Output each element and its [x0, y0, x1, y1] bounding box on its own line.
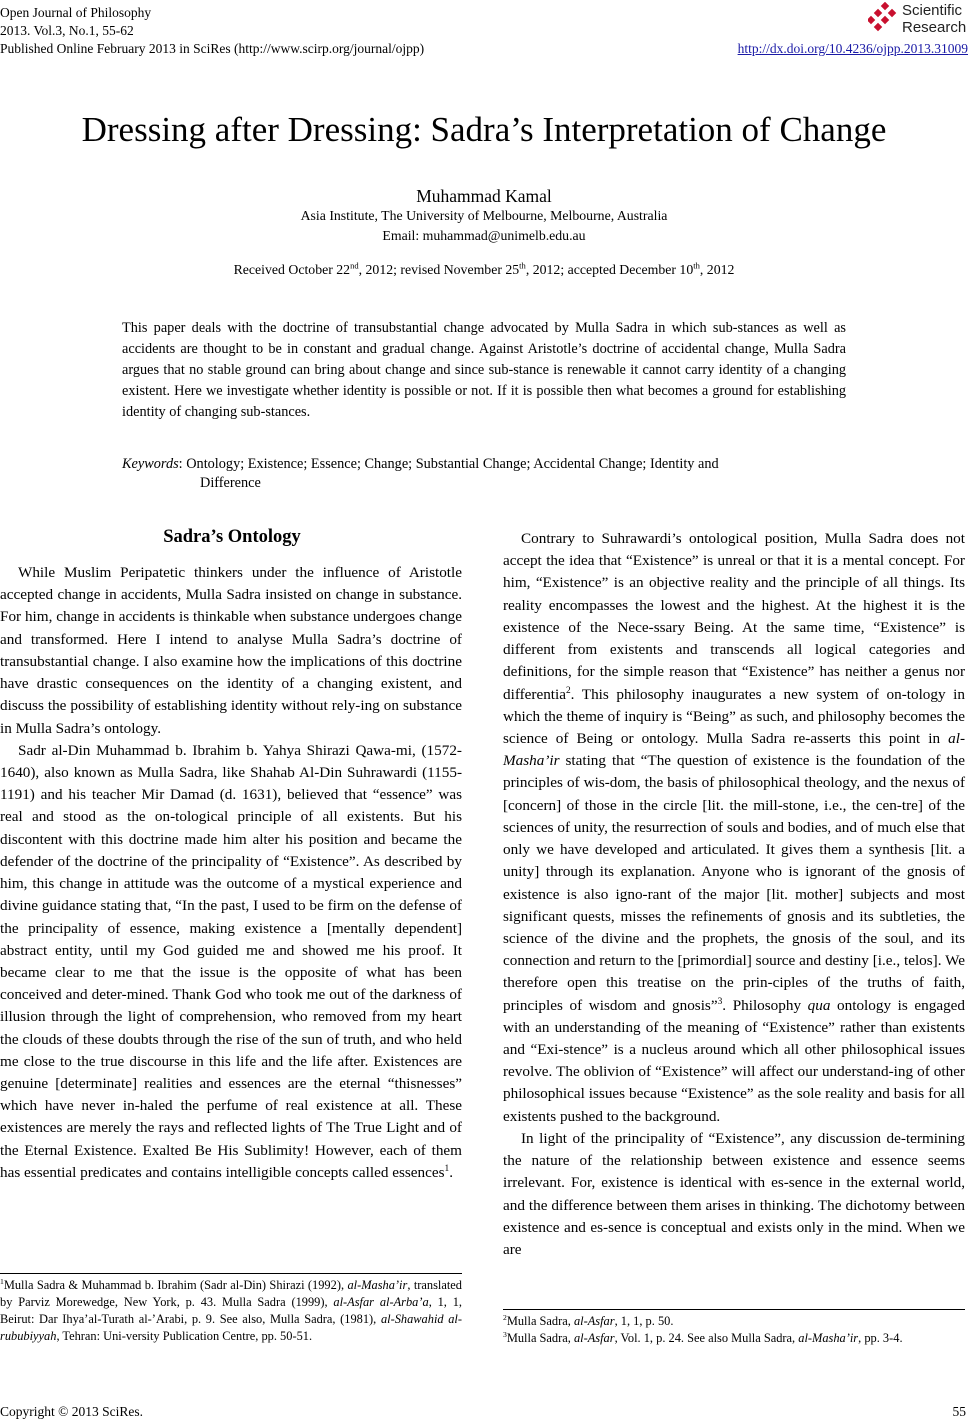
keywords: Keywords: Ontology; Existence; Essence; Change; Substantial Change; Accidental Change; Identity and Difference — [122, 456, 719, 491]
left-column — [0, 562, 462, 1184]
footnote-2: $^2$Mulla Sadra, al-Asfar, 1, 1, p. 50. — [503, 1312, 674, 1328]
body-paragraph: In light of the principality of “Existence”, any discussion de-termining the nature of the relationship between existence and essence seems irrelevant. For, existence is identical with es-sence in the external world, and the difference between them arises in thinking. The dichotomy between existence and es-sence is conceptual and exists only in the mind. When we are — [503, 1129, 965, 1258]
keywords-label: Keywords — [122, 456, 179, 472]
author-email: Email: muhammad@unimelb.edu.au — [382, 228, 586, 243]
logo-diamond-icon — [868, 2, 902, 36]
footnote-1: $^1$Mulla Sadra & Muhammad b. Ibrahim (Sadr al-Din) Shirazi (1992), al-Masha’ir, translated by Parviz Morewedge, New York, p. 43. Mulla Sadra (1999), al-Asfar al-Arba’a, 1, 1, Beirut: Dar Ihya’al-Turath al-’Arabi, p. 9. See also, Mulla Sadra, (1981), al-Shawahid al-rububiyyah, Tehran: Uni-versity Publication Centre, pp. 50-51. — [0, 1276, 462, 1343]
body-paragraph: Sadr al-Din Muhammad b. Ibrahim b. Yahya Shirazi Qawa-mi, (1572-1640), also known as Mulla Sadra, like Shahab Al-Din Suhrawardi (1155-1191) and his teacher Mir Damad (d. 1631), believed that “essence” was real and stood as the on-tological principle of all existents. But his discontent with this doctrine made him alter his position and became the defender of the doctrine of the principality of “Existence”. As described by him, this change in attitude was the outcome of a mystical experience and divine guidance stating that, “In the past, I used to be firm on the defense of the principality of essence, making existence a [mentally dependent] abstract entity, until my God guided me and showed me his proof. It became clear to me that the issue is the opposite of what has been conceived and deter-mined. Thank God who took me out of the darkness of illusion through the light of comprehension, who removed from my heart the clouds of these doubts through the rise of the sun of truth, and who held me close to the true discourse in this life and the life after. Existences are genuine [determinate] realities and essences are the eternal “thisnesses” which have never in-haled the perfume of real existence at all. These existences are merely the rays and reflected lights of The True Light and of the Eternal Existence. Exalted Be His Sublimity! However, each of them has essential predicates and contains intelligible concepts called essences$^1$. — [0, 741, 462, 1181]
footnote-3: $^3$Mulla Sadra, al-Asfar, Vol. 1, p. 24. See also Mulla Sadra, al-Masha’ir, pp. 3-4. — [503, 1329, 903, 1345]
right-column — [503, 528, 965, 1261]
volume-info: 2013. Vol.3, No.1, 55-62 — [0, 23, 134, 38]
footnotes-right — [503, 1313, 965, 1347]
footnote-ref[interactable]: 3 — [717, 996, 723, 1007]
author-affiliation: Asia Institute, The University of Melbourne, Melbourne, Australia — [300, 208, 668, 223]
abstract: This paper deals with the doctrine of transubstantial change advocated by Mulla Sadra in which sub-stances as well as accidents are thought to be in constant and gradual change. Against Aristotle’s doctrine of accidental change, Mulla Sadra argues that no stable ground can bring about change and since sub-stance is renewable it cannot carry identity of a changing existent. Here we investigate whether identity is possible or not. If it is possible then what becomes a ground for establishing identity of changing sub-stances. — [122, 320, 846, 420]
logo-text: Scientific Research — [902, 2, 967, 36]
footnote-ref[interactable]: 2 — [565, 685, 571, 696]
publication-info: Published Online February 2013 in SciRes (http://www.scirp.org/journal/ojpp) — [0, 41, 425, 56]
author-name: Muhammad Kamal — [416, 186, 552, 206]
publisher-logo — [868, 2, 968, 36]
footnote-divider — [503, 1309, 965, 1310]
body-paragraph: While Muslim Peripatetic thinkers under the influence of Aristotle accepted change in accidents, Mulla Sadra insisted on change in substance. For him, change in accidents is thinkable when substance undergoes change and transformed. Here I intend to analyse Mulla Sadra’s doctrine of transubstantial change. I also examine how the implications of this doctrine have drastic consequences on the identity of a changing existent, and discuss the possibility of establishing identity without rely-ing on substance in Mulla Sadra’s ontology. — [0, 564, 462, 737]
copyright: Copyright © 2013 SciRes. — [0, 1404, 144, 1419]
journal-name: Open Journal of Philosophy — [0, 5, 152, 20]
footnote-ref[interactable]: 1 — [444, 1163, 450, 1174]
body-paragraph: Contrary to Suhrawardi’s ontological position, Mulla Sadra does not accept the idea that “Existence” is unreal or that it is a mental concept. For him, “Existence” is an objective reality and the principle of all things. Its reality encompasses the lowest and the highest. At the highest it is the existence of the Nece-ssary Being. At the same time, “Existence” is different from existents and transcends all logical categories and definitions, for the simple reason that “Existence” has neither a genus nor differentia$^2$. This philosophy inaugurates a new system of on-tology in which the theme of inquiry is “Being” as such, and philosophy becomes the science of Being or ontology. Mulla Sadra re-asserts this point in al-Masha’ir stating that “The question of existence is the foundation of the principles of wis-dom, the basis of philosophical theology, and the nexus of [concern] of those in the circle [lit. the mill-stone, i.e., the cen-tre] of the sciences of unity, the resurrection of souls and bodies, and of much else that only we have developed and articulated. It gives them a synthesis [lit. a unity] through its explanation. Anyone who is ignorant of the gnosis of existence is also igno-rant of the major [lit. mother] subjects and most significant quests, misses the refinements of gnosis and its subtleties, the science of the divine and the prophets, the gnosis of the soul, and its connection and return to the [primordial] source and destiny [i.e., telos]. We therefore open this treatise on the prin-ciples of the truths of faith, principles of wisdom and gnosis”$^3$. Philosophy qua ontology is engaged with an understanding of the meaning of “Existence” rather than existents and “Exi-stence” is a nucleus around which all other philosophical issues revolve. The oblivion of “Existence” will affect our understand-ing of other philosophical issues because “Existence” as the sole reality and basis for all existents pushed to the background. — [503, 530, 965, 1125]
section-heading: Sadra’s Ontology — [163, 527, 301, 547]
page-number: 55 — [952, 1404, 966, 1419]
footnote-divider — [0, 1273, 462, 1274]
submission-dates: Received October 22nd, 2012; revised November 25th, 2012; accepted December 10th, 2012 — [233, 260, 735, 277]
paper-title: Dressing after Dressing: Sadra’s Interpretation of Change — [81, 110, 887, 149]
doi-link[interactable]: http://dx.doi.org/10.4236/ojpp.2013.31009 — [737, 41, 968, 56]
